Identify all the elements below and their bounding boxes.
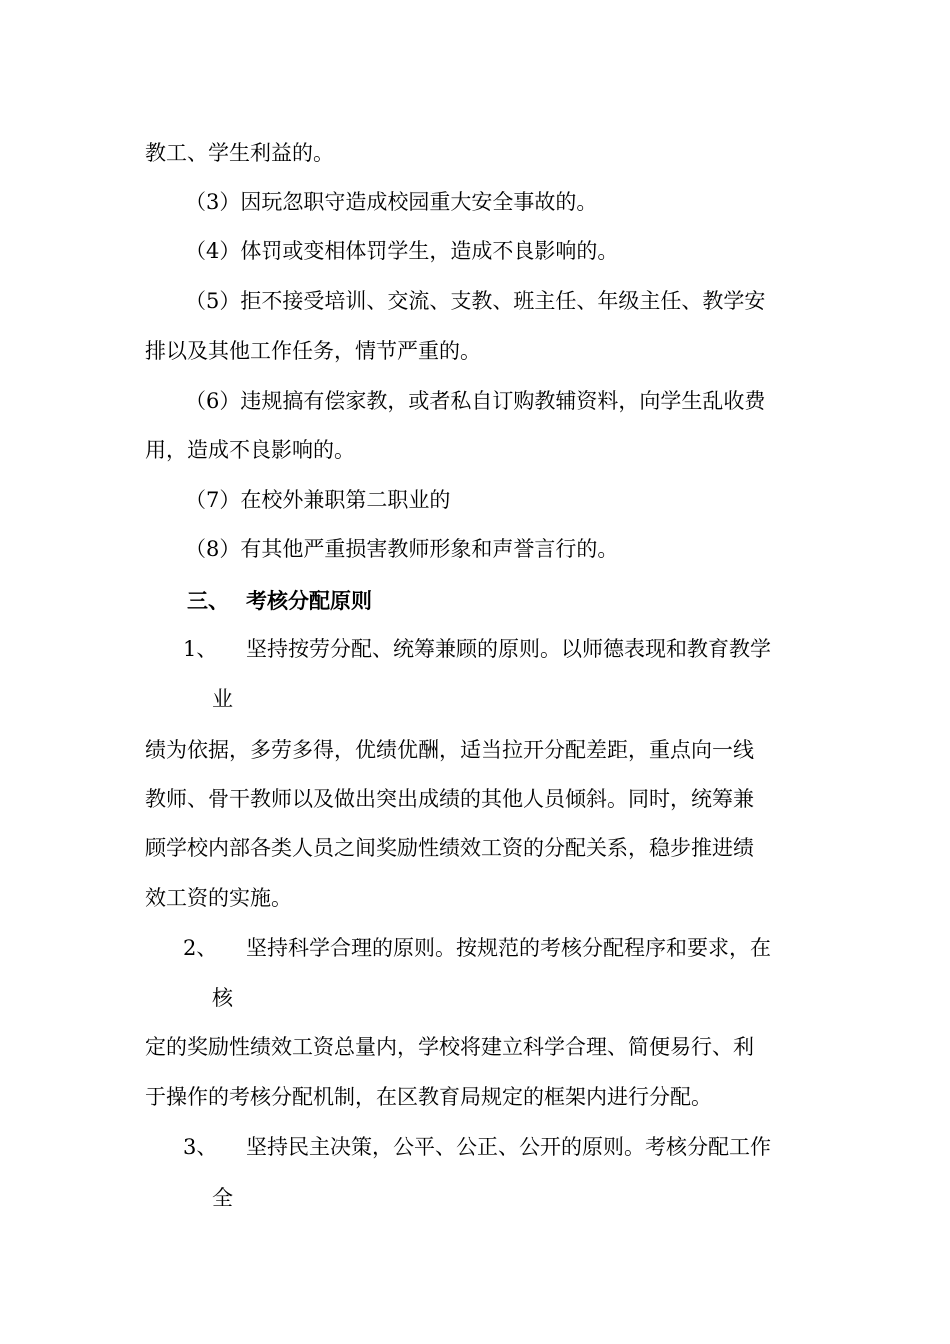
principle-text: 坚持民主决策，公平、公正、公开的原则。考核分配工作 bbox=[246, 1135, 771, 1159]
list-item-6: （6）违规搞有偿家教，或者私自订购教辅资料，向学生乱收费 bbox=[185, 389, 766, 413]
text-line: 教工、学生利益的。 bbox=[145, 141, 334, 165]
list-item-4: （4）体罚或变相体罚学生，造成不良影响的。 bbox=[185, 239, 619, 263]
section-title: 考核分配原则 bbox=[246, 588, 372, 613]
principle-wrap-char: 业 bbox=[212, 687, 233, 711]
principle-number: 1、 bbox=[183, 637, 218, 661]
list-item-5: （5）拒不接受培训、交流、支教、班主任、年级主任、教学安 bbox=[185, 289, 766, 313]
text-line: 绩为依据，多劳多得，优绩优酬，适当拉开分配差距，重点向一线 bbox=[145, 738, 754, 762]
text-line: 排以及其他工作任务，情节严重的。 bbox=[145, 339, 481, 363]
principle-text: 坚持科学合理的原则。按规范的考核分配程序和要求，在 bbox=[246, 936, 771, 960]
text-line: 效工资的实施。 bbox=[145, 886, 292, 910]
section-number: 三、 bbox=[187, 588, 229, 613]
principle-2-first-line bbox=[0, 934, 950, 962]
list-item-8: （8）有其他严重损害教师形象和声誉言行的。 bbox=[185, 537, 619, 561]
text-line: 顾学校内部各类人员之间奖励性绩效工资的分配关系，稳步推进绩 bbox=[145, 836, 754, 860]
principle-number: 3、 bbox=[183, 1135, 218, 1159]
principle-3-first-line bbox=[0, 1133, 950, 1161]
principle-wrap-char: 核 bbox=[212, 986, 233, 1010]
principle-text: 坚持按劳分配、统筹兼顾的原则。以师德表现和教育教学 bbox=[246, 637, 771, 661]
section-heading bbox=[0, 587, 950, 615]
principle-1-first-line bbox=[0, 635, 950, 663]
principle-wrap-char: 全 bbox=[212, 1186, 233, 1210]
text-line: 用，造成不良影响的。 bbox=[145, 438, 355, 462]
text-line: 教师、骨干教师以及做出突出成绩的其他人员倾斜。同时，统筹兼 bbox=[145, 787, 754, 811]
text-line: 于操作的考核分配机制，在区教育局规定的框架内进行分配。 bbox=[145, 1085, 712, 1109]
text-line: 定的奖励性绩效工资总量内，学校将建立科学合理、简便易行、利 bbox=[145, 1035, 754, 1059]
list-item-3: （3）因玩忽职守造成校园重大安全事故的。 bbox=[185, 190, 598, 214]
list-item-7: （7）在校外兼职第二职业的 bbox=[185, 488, 451, 512]
principle-number: 2、 bbox=[183, 936, 218, 960]
